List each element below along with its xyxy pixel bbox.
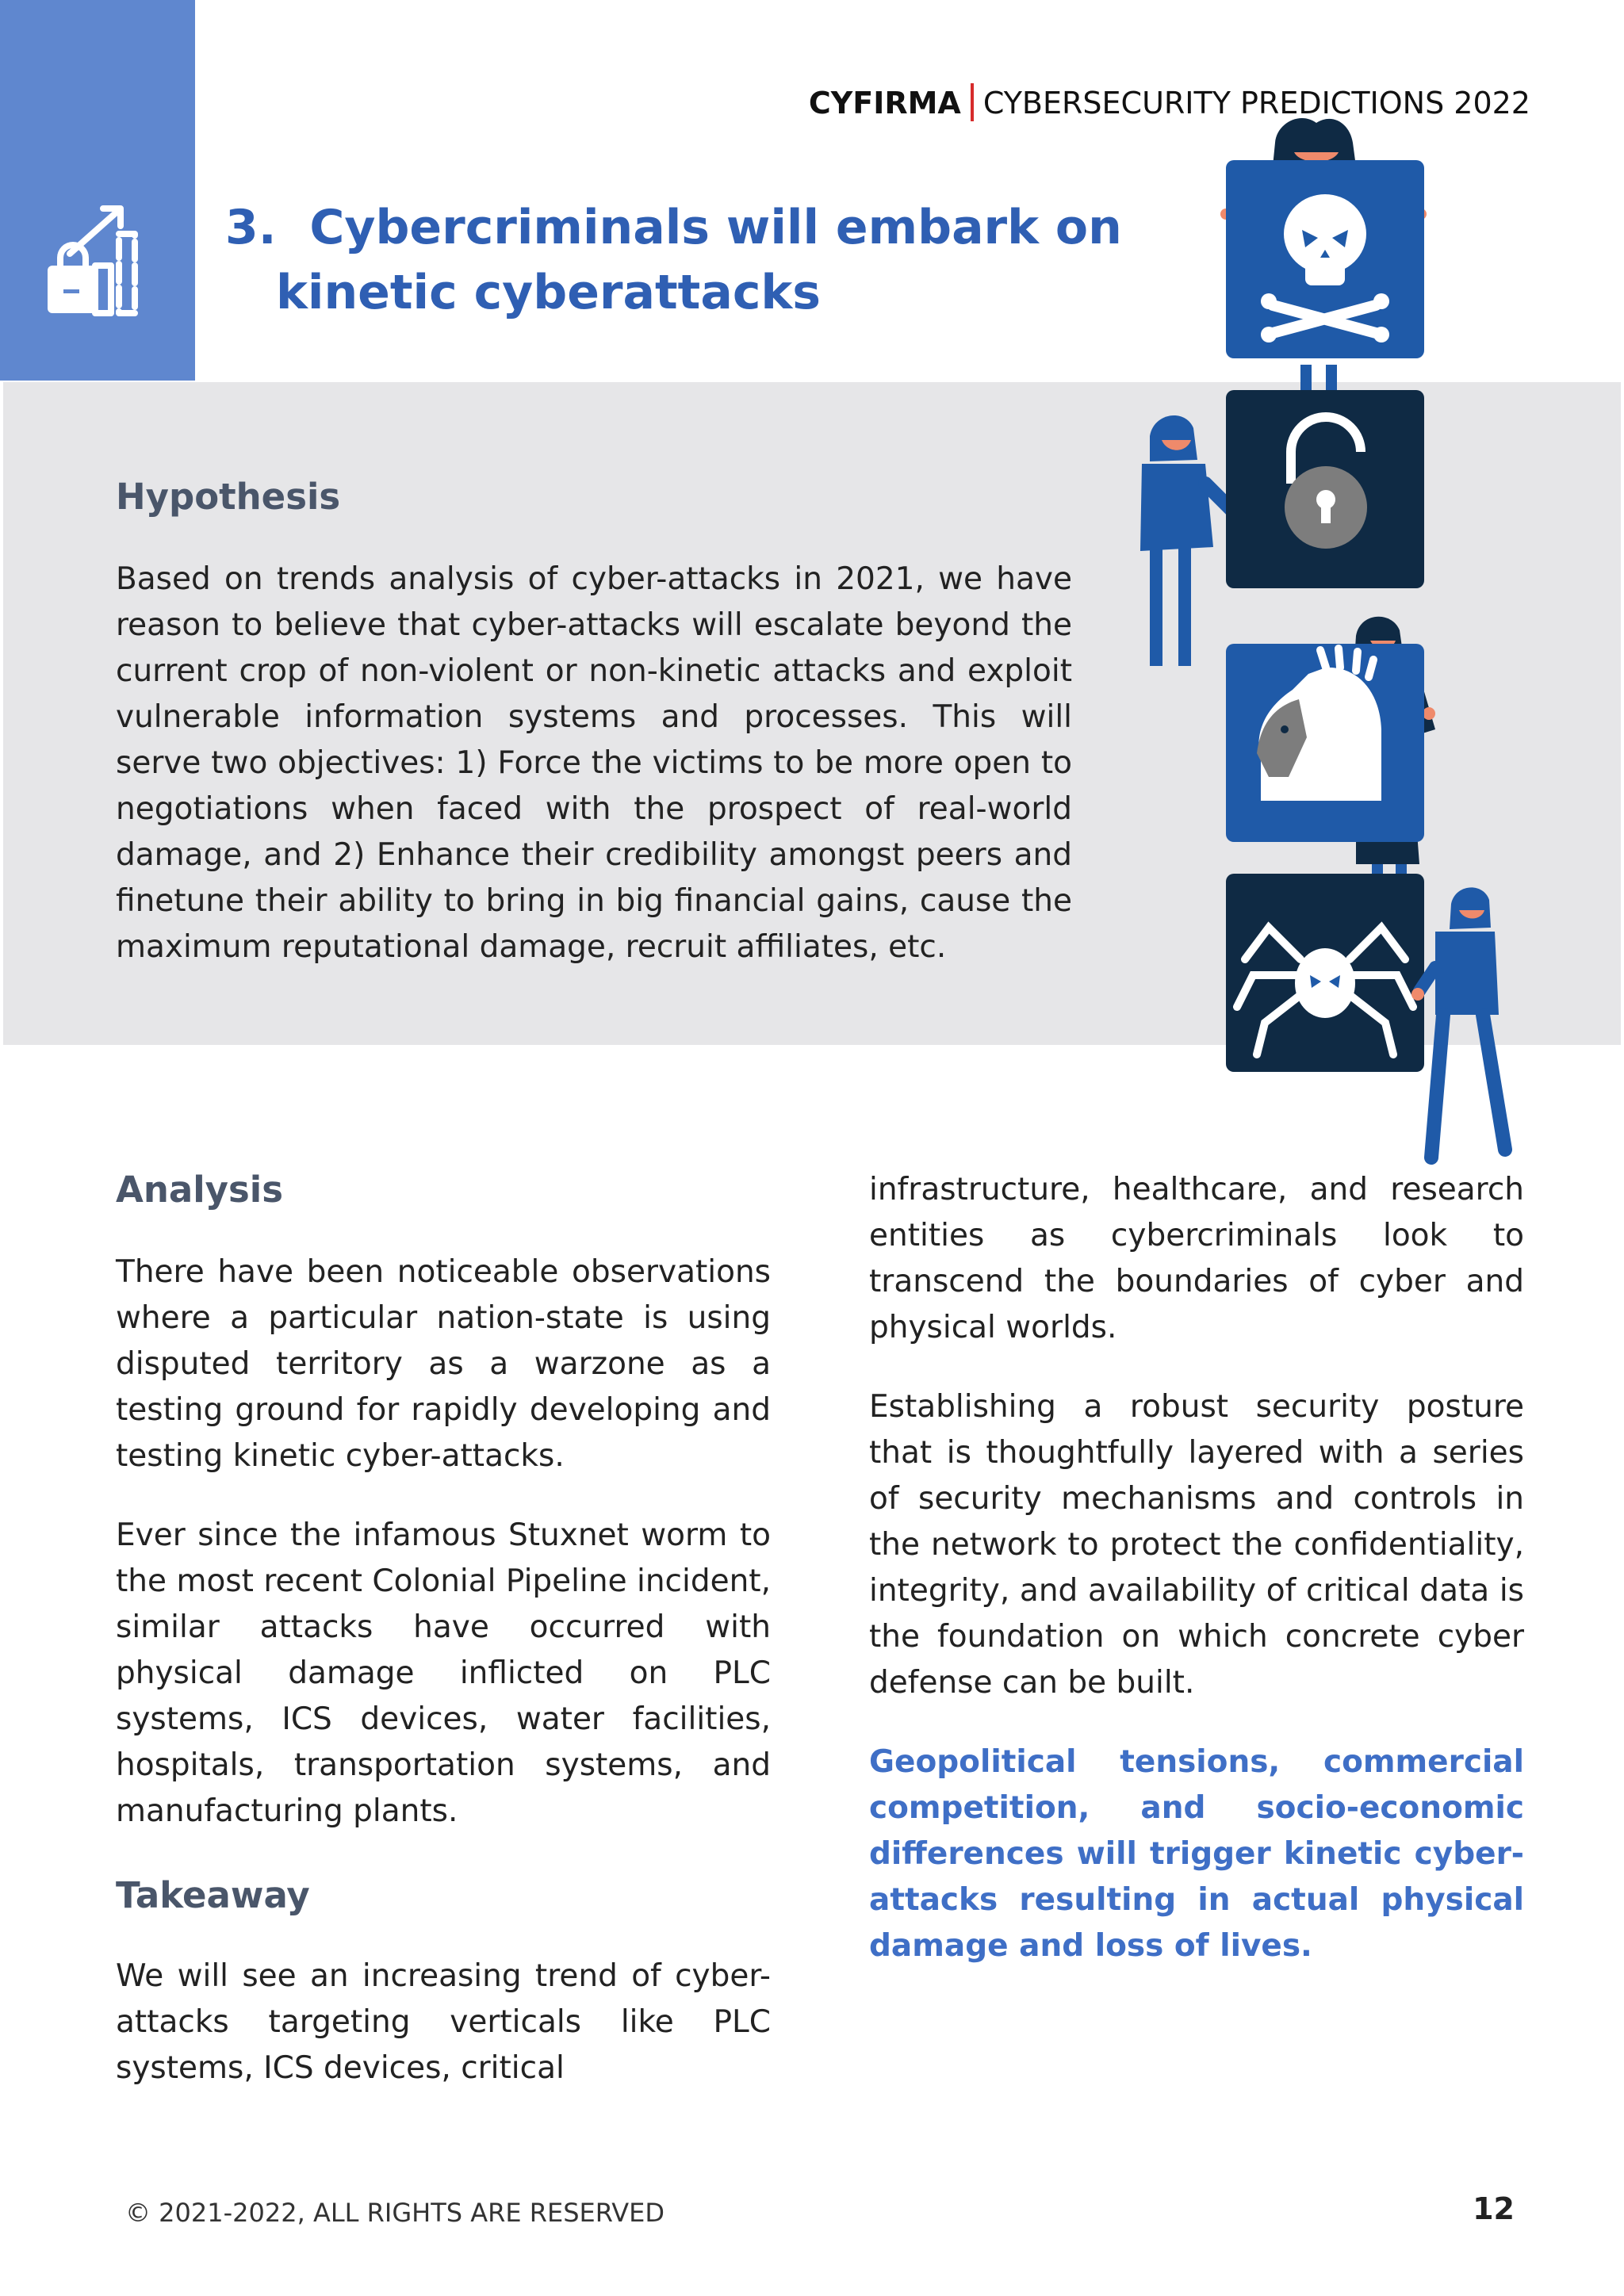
chart-growth-lock-icon bbox=[40, 194, 151, 321]
analysis-paragraph-1: There have been noticeable observations where a particular nation-state is using disputed territory as a warzone as a testing ground for rapidly developing and testing kinetic cyber-attacks. bbox=[116, 1254, 771, 1474]
section-title-line-2: kinetic cyberattacks bbox=[276, 265, 822, 320]
footer-copyright: © 2021-2022, ALL RIGHTS ARE RESERVED bbox=[125, 2198, 665, 2228]
section-icon-block bbox=[0, 0, 195, 381]
hypothesis-heading: Hypothesis bbox=[116, 476, 341, 518]
analysis-heading: Analysis bbox=[116, 1169, 283, 1211]
document-title: CYBERSECURITY PREDICTIONS 2022 bbox=[982, 86, 1530, 121]
brand-name: CYFIRMA bbox=[808, 86, 961, 121]
analysis-paragraph-2: Ever since the infamous Stuxnet worm to the most recent Colonial Pipeline incident, similar attacks have occurred with physical damage inflicted on PLC systems, ICS devices, water facilities, hospitals, transportation systems, and manufacturing plants. bbox=[116, 1517, 771, 1829]
hacker-illustration bbox=[1118, 103, 1515, 1181]
takeaway-paragraph-1: We will see an increasing trend of cyber-attacks targeting verticals like PLC systems, ICS devices, critical bbox=[116, 1958, 771, 2086]
right-paragraph-1: infrastructure, healthcare, and research entities as cybercriminals look to transcend the boundaries of cyber and physical worlds. bbox=[869, 1172, 1524, 1345]
page-number: 12 bbox=[1473, 2191, 1515, 2226]
key-callout: Geopolitical tensions, commercial competition, and socio-economic differences will trigger kinetic cyber-attacks resulting in actual physical damage and loss of lives. bbox=[869, 1744, 1524, 1964]
hypothesis-text: Based on trends analysis of cyber-attacks in 2021, we have reason to believe that cyber-attacks will escalate beyond the current crop of non-violent or non-kinetic attacks and exploit vulnerable information systems and processes. This will serve two objectives: 1) Force the victims to be more open to negotiations when faced with the prospect of real-world damage, and 2) Enhance their credibility amongst peers and finetune their ability to bring in big financial gains, cause the maximum reputational damage, recruit affiliates, etc. bbox=[116, 561, 1072, 965]
hooded-figure-bottom bbox=[1411, 887, 1505, 1158]
section-title bbox=[225, 195, 1122, 325]
takeaway-heading: Takeaway bbox=[116, 1874, 310, 1916]
header-separator bbox=[971, 83, 974, 121]
right-paragraph-2: Establishing a robust security posture that is thoughtfully layered with a series of security mechanisms and controls in the network to protect the confidentiality, integrity, and availability of critical data is the foundation on which concrete cyber defense can be built. bbox=[869, 1389, 1524, 1701]
section-title-line-1: Cybercriminals will embark on bbox=[309, 200, 1122, 255]
section-number: 3. bbox=[225, 200, 277, 255]
